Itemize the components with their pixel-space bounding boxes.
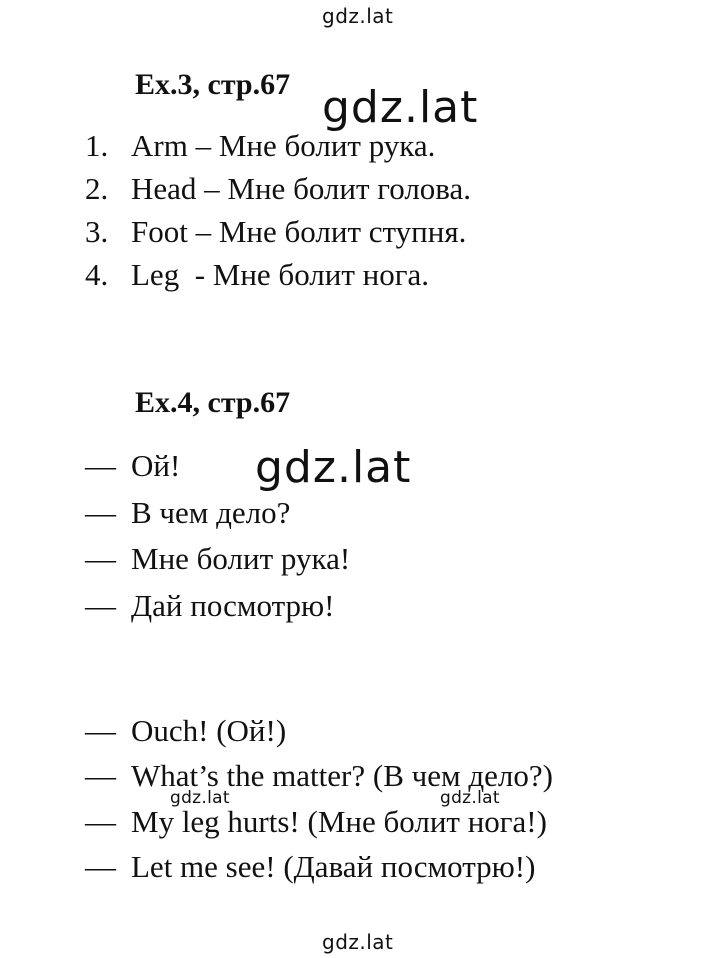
ex3-item [85,259,429,290]
watermark-top: gdz.lat [322,4,394,28]
dialogue-text: What’s the matter? (В чем дело?) [131,758,553,793]
dialogue-text: Мне болит рука! [131,541,351,576]
ex4-en-line [85,715,286,746]
ex3-item-text: Arm – Мне болит рука. [131,128,436,163]
dialogue-dash: — [85,495,116,530]
watermark-small-left: gdz.lat [170,788,230,808]
dialogue-dash: — [85,849,116,884]
ex4-en-line [85,851,535,882]
dialogue-text: В чем дело? [131,495,291,530]
ex4-ru-line [85,543,350,574]
ex3-item [85,216,466,247]
dialogue-text: Дай посмотрю! [131,588,335,623]
ex4-en-line [85,760,553,791]
dialogue-text: Ой! [131,448,181,483]
ex3-item-number: 2. [85,171,109,206]
ex4-ru-line [85,450,180,481]
ex4-ru-line [85,590,334,621]
dialogue-dash: — [85,448,116,483]
dialogue-dash: — [85,588,116,623]
ex4-title: Ex.4, стр.67 [135,386,291,419]
ex3-item-number: 3. [85,214,109,249]
watermark-bottom: gdz.lat [322,930,394,954]
watermark-large-2: gdz.lat [255,442,412,493]
ex3-title: Ex.3, стр.67 [135,68,291,101]
ex4-en-line [85,806,547,837]
ex3-item [85,130,435,161]
ex3-item-number: 1. [85,128,109,163]
dialogue-text: Let me see! (Давай посмотрю!) [131,849,536,884]
ex3-item-text: Leg - Мне болит нога. [131,257,429,292]
dialogue-dash: — [85,541,116,576]
ex3-item-text: Foot – Мне болит ступня. [131,214,467,249]
dialogue-dash: — [85,758,116,793]
watermark-small-right: gdz.lat [440,788,500,808]
ex3-item-text: Head – Мне болит голова. [131,171,472,206]
ex3-item [85,173,471,204]
dialogue-dash: — [85,713,116,748]
dialogue-text: Ouch! (Ой!) [131,713,287,748]
dialogue-dash: — [85,804,116,839]
ex4-ru-line [85,497,290,528]
dialogue-text: My leg hurts! (Мне болит нога!) [131,804,547,839]
ex3-item-number: 4. [85,257,109,292]
watermark-large-1: gdz.lat [322,82,479,133]
